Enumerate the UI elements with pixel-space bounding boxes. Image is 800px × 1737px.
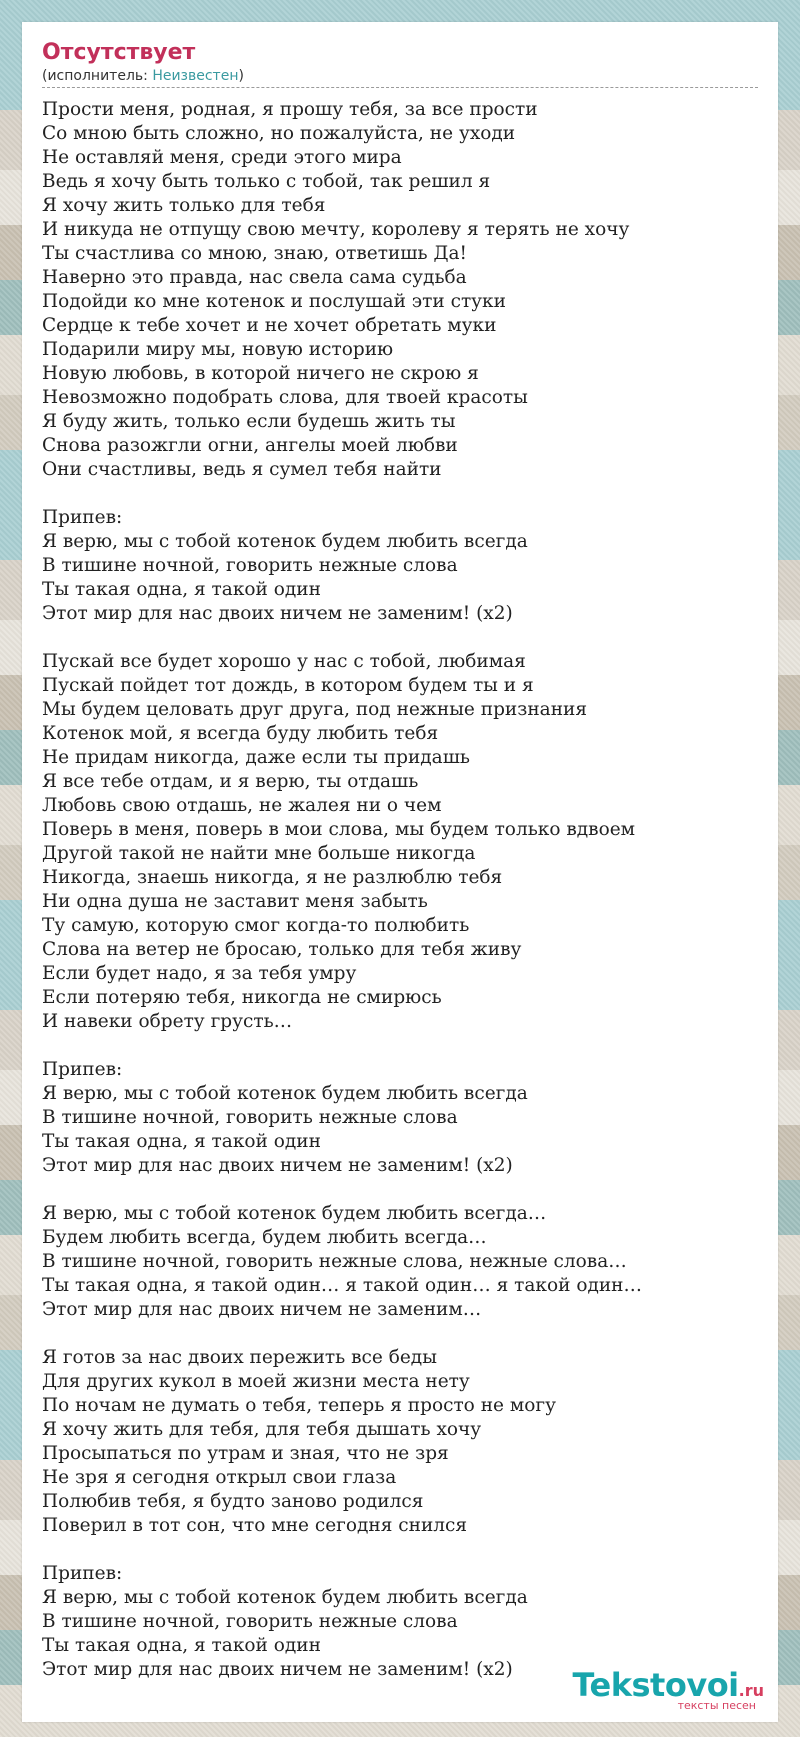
artist-prefix: (исполнитель: <box>42 68 153 85</box>
lyric-line: Ты такая одна, я такой один… я такой один… я такой один… <box>42 1275 643 1297</box>
lyric-line: Я верю, мы с тобой котенок будем любить всегда… <box>42 1203 547 1225</box>
lyric-line: Прости меня, родная, я прошу тебя, за все прости <box>42 99 538 121</box>
lyric-line: В тишине ночной, говорить нежные слова <box>42 1107 458 1129</box>
artist-line <box>42 68 758 88</box>
lyric-line: В тишине ночной, говорить нежные слова <box>42 555 458 577</box>
lyric-line: Снова разожгли огни, ангелы моей любви <box>42 435 458 457</box>
lyric-line: Припев: <box>42 507 123 529</box>
lyrics-card <box>22 22 778 1722</box>
lyric-line: Поверь в меня, поверь в мои слова, мы будем только вдвоем <box>42 819 636 841</box>
lyric-line: Невозможно подобрать слова, для твоей красоты <box>42 387 528 409</box>
lyric-line: Этот мир для нас двоих ничем не заменим! (x2) <box>42 1659 513 1681</box>
lyric-line: Они счастливы, ведь я сумел тебя найти <box>42 459 442 481</box>
lyric-line: Для других кукол в моей жизни места нету <box>42 1371 470 1393</box>
lyric-line: И никуда не отпущу свою мечту, королеву я терять не хочу <box>42 219 630 241</box>
lyric-line: Никогда, знаешь никогда, я не разлюблю тебя <box>42 867 503 889</box>
lyric-line: Припев: <box>42 1059 123 1081</box>
lyric-line: Этот мир для нас двоих ничем не заменим! (x2) <box>42 1155 513 1177</box>
lyric-line: Новую любовь, в которой ничего не скрою я <box>42 363 479 385</box>
lyric-line: Ты такая одна, я такой один <box>42 579 321 601</box>
artist-suffix: ) <box>238 68 244 85</box>
lyric-line: Я верю, мы с тобой котенок будем любить всегда <box>42 531 528 553</box>
lyric-line: Не оставляй меня, среди этого мира <box>42 147 402 169</box>
lyric-line: Мы будем целовать друг друга, под нежные признания <box>42 699 588 721</box>
lyric-line: Ведь я хочу быть только с тобой, так решил я <box>42 171 491 193</box>
lyric-line: Я верю, мы с тобой котенок будем любить всегда <box>42 1587 528 1609</box>
stanza-gap <box>42 1034 758 1058</box>
stanza-gap <box>42 1538 758 1562</box>
lyric-line: Не придам никогда, даже если ты придашь <box>42 747 470 769</box>
lyric-line: По ночам не думать о тебя, теперь я просто не могу <box>42 1395 556 1417</box>
stanza-gap <box>42 1322 758 1346</box>
lyric-line: Сердце к тебе хочет и не хочет обретать муки <box>42 315 497 337</box>
logo-tld: .ru <box>738 1681 764 1700</box>
lyric-line: Подойди ко мне котенок и послушай эти стуки <box>42 291 506 313</box>
logo-tagline: тексты песен <box>677 1699 756 1712</box>
site-logo[interactable] <box>572 1666 764 1712</box>
artist-link[interactable]: Неизвестен <box>152 68 239 85</box>
lyric-line: Этот мир для нас двоих ничем не заменим! (x2) <box>42 603 513 625</box>
stanza-gap <box>42 626 758 650</box>
lyric-line: Подарили миру мы, новую историю <box>42 339 394 361</box>
lyric-line: Другой такой не найти мне больше никогда <box>42 843 476 865</box>
lyric-line: Если потеряю тебя, никогда не смирюсь <box>42 987 442 1009</box>
song-title: Отсутствует <box>42 40 196 65</box>
lyric-line: Ту самую, которую смог когда-то полюбить <box>42 915 470 937</box>
lyric-line: Я готов за нас двоих пережить все беды <box>42 1347 437 1369</box>
lyric-line: Пускай пойдет тот дождь, в котором будем ты и я <box>42 675 534 697</box>
lyric-line: Если будет надо, я за тебя умру <box>42 963 357 985</box>
logo-name: Tekstovoi <box>572 1666 739 1704</box>
lyric-line: Этот мир для нас двоих ничем не заменим… <box>42 1299 482 1321</box>
lyric-line: Я верю, мы с тобой котенок будем любить всегда <box>42 1083 528 1105</box>
lyric-line: Я буду жить, только если будешь жить ты <box>42 411 456 433</box>
stanza-gap <box>42 1178 758 1202</box>
lyric-line: Я хочу жить только для тебя <box>42 195 326 217</box>
lyric-line: Будем любить всегда, будем любить всегда… <box>42 1227 487 1249</box>
lyric-line: В тишине ночной, говорить нежные слова <box>42 1611 458 1633</box>
lyric-line: Полюбив тебя, я будто заново родился <box>42 1491 424 1513</box>
lyric-line: Я хочу жить для тебя, для тебя дышать хочу <box>42 1419 482 1441</box>
lyric-line: Ты такая одна, я такой один <box>42 1131 321 1153</box>
lyric-line: Ты такая одна, я такой один <box>42 1635 321 1657</box>
stanza-gap <box>42 482 758 506</box>
lyrics-text <box>42 98 758 1682</box>
lyric-line: Со мною быть сложно, но пожалуйста, не уходи <box>42 123 516 145</box>
lyric-line: Наверно это правда, нас свела сама судьба <box>42 267 467 289</box>
lyric-line: В тишине ночной, говорить нежные слова, нежные слова… <box>42 1251 627 1273</box>
lyric-line: Ни одна душа не заставит меня забыть <box>42 891 428 913</box>
lyric-line: Пускай все будет хорошо у нас с тобой, любимая <box>42 651 526 673</box>
lyric-line: Ты счастлива со мною, знаю, ответишь Да! <box>42 243 467 265</box>
lyric-line: Я все тебе отдам, и я верю, ты отдашь <box>42 771 419 793</box>
lyric-line: Поверил в тот сон, что мне сегодня снился <box>42 1515 468 1537</box>
lyric-line: Припев: <box>42 1563 123 1585</box>
lyric-line: Не зря я сегодня открыл свои глаза <box>42 1467 397 1489</box>
lyric-line: Любовь свою отдашь, не жалея ни о чем <box>42 795 442 817</box>
lyric-line: И навеки обрету грусть… <box>42 1011 293 1033</box>
lyric-line: Котенок мой, я всегда буду любить тебя <box>42 723 439 745</box>
lyric-line: Просыпаться по утрам и зная, что не зря <box>42 1443 449 1465</box>
lyric-line: Слова на ветер не бросаю, только для тебя живу <box>42 939 522 961</box>
